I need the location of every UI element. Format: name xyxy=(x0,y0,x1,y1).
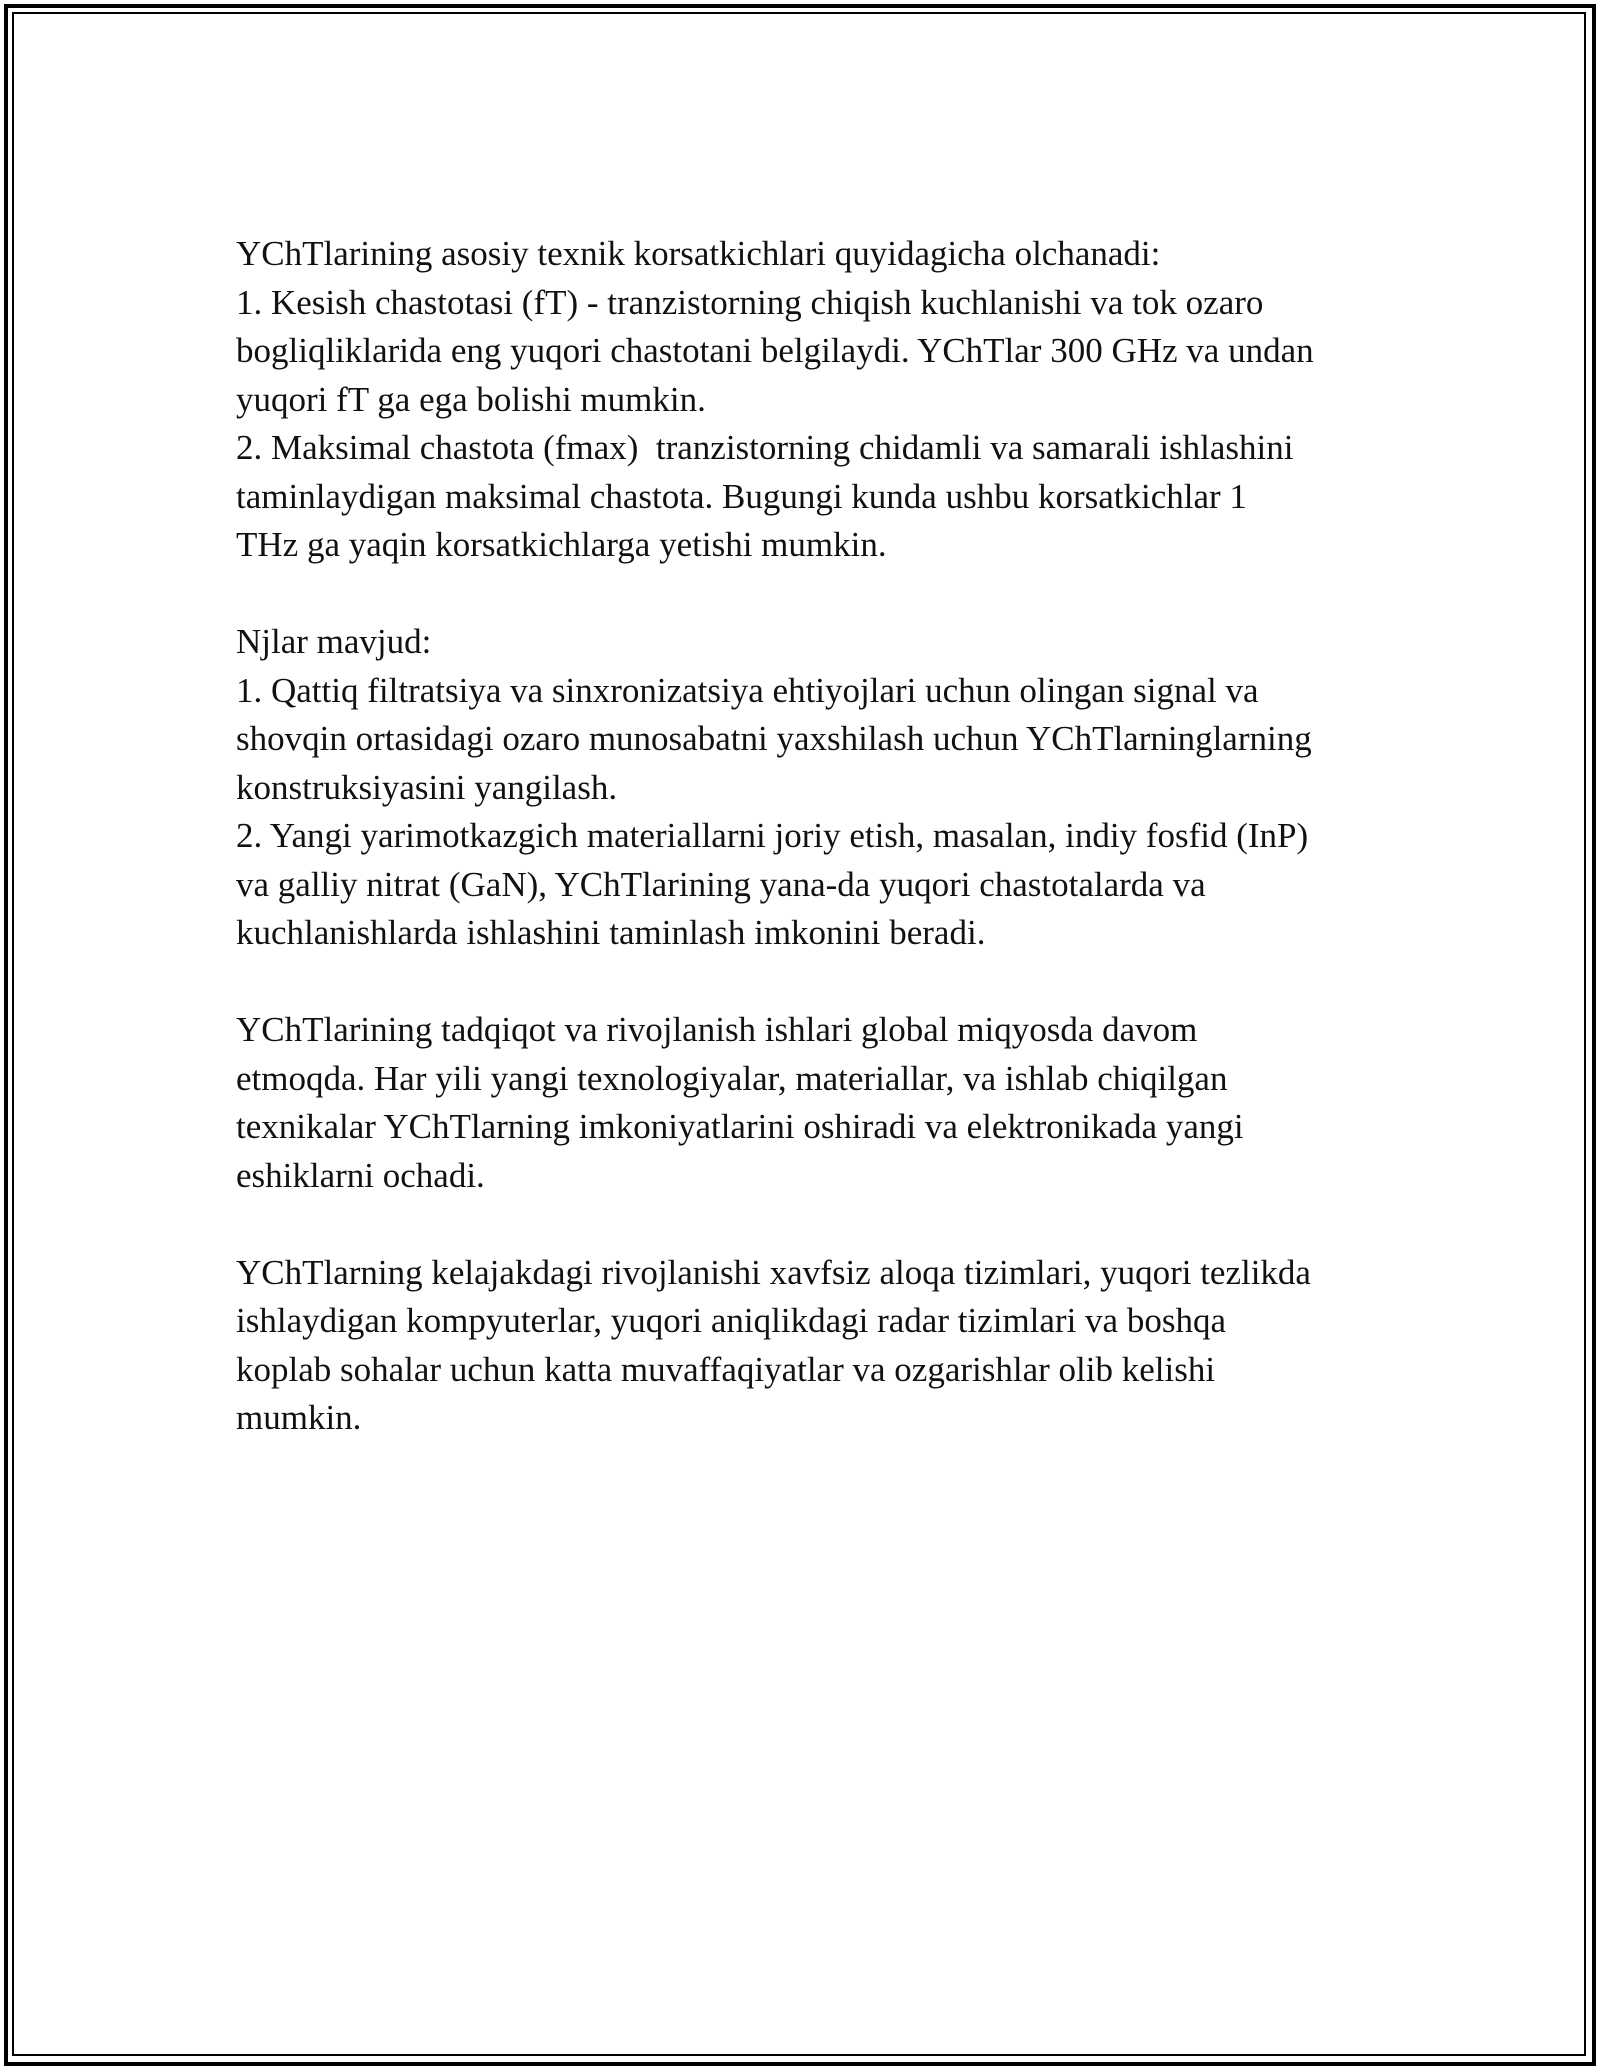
text-line: shovqin ortasidagi ozaro munosabatni yaxshilash uchun YChTlarninglarning xyxy=(236,719,1312,758)
text-line: taminlaydigan maksimal chastota. Bugungi kunda ushbu korsatkichlar 1 xyxy=(236,476,1247,516)
text-line: texnikalar YChTlarning imkoniyatlarini oshiradi va elektronikada yangi xyxy=(236,1107,1244,1146)
text-line: konstruksiyasini yangilash. xyxy=(236,767,618,807)
text-line: etmoqda. Har yili yangi texnologiyalar, materiallar, va ishlab chiqilgan xyxy=(236,1058,1228,1098)
text-line: Njlar mavjud: xyxy=(236,622,432,661)
paragraph-technical-indicators xyxy=(236,230,1386,570)
paragraph-spacer xyxy=(236,570,1386,619)
text-line: YChTlarning kelajakdagi rivojlanishi xavfsiz aloqa tizimlari, yuqori tezlikda xyxy=(236,1252,1311,1292)
text-line: koplab sohalar uchun katta muvaffaqiyatlar va ozgarishlar olib kelishi xyxy=(236,1349,1216,1389)
paragraph-research xyxy=(236,1006,1386,1200)
text-line: ishlaydigan kompyuterlar, yuqori aniqlikdagi radar tizimlari va boshqa xyxy=(236,1301,1226,1340)
text-line: 1. Kesish chastotasi (fT) - tranzistorning chiqish kuchlanishi va tok ozaro xyxy=(236,282,1264,322)
paragraph-spacer xyxy=(236,958,1386,1007)
text-line: 2. Yangi yarimotkazgich materiallarni joriy etish, masalan, indiy fosfid (InP) xyxy=(236,816,1309,855)
text-line: eshiklarni ochadi. xyxy=(236,1155,485,1195)
text-line: mumkin. xyxy=(236,1398,362,1437)
text-line: yuqori fT ga ega bolishi mumkin. xyxy=(236,379,706,419)
text-line: va galliy nitrat (GaN), YChTlarining yana-da yuqori chastotalarda va xyxy=(236,864,1206,904)
text-line: YChTlarining asosiy texnik korsatkichlari quyidagicha olchanadi: xyxy=(236,234,1161,273)
text-line: 1. Qattiq filtratsiya va sinxronizatsiya ehtiyojlari uchun olingan signal va xyxy=(236,670,1259,710)
paragraph-needs xyxy=(236,618,1386,958)
paragraph-spacer xyxy=(236,1200,1386,1249)
text-line: bogliqliklarida eng yuqori chastotani belgilaydi. YChTlar 300 GHz va undan xyxy=(236,331,1314,370)
document-body xyxy=(236,230,1386,1443)
text-line: 2. Maksimal chastota (fmax) tranzistorning chidamli va samarali ishlashini xyxy=(236,428,1294,467)
paragraph-future xyxy=(236,1249,1386,1443)
text-line: THz ga yaqin korsatkichlarga yetishi mumkin. xyxy=(236,525,887,564)
text-line: YChTlarining tadqiqot va rivojlanish ishlari global miqyosda davom xyxy=(236,1010,1198,1049)
text-line: kuchlanishlarda ishlashini taminlash imkonini beradi. xyxy=(236,913,986,952)
